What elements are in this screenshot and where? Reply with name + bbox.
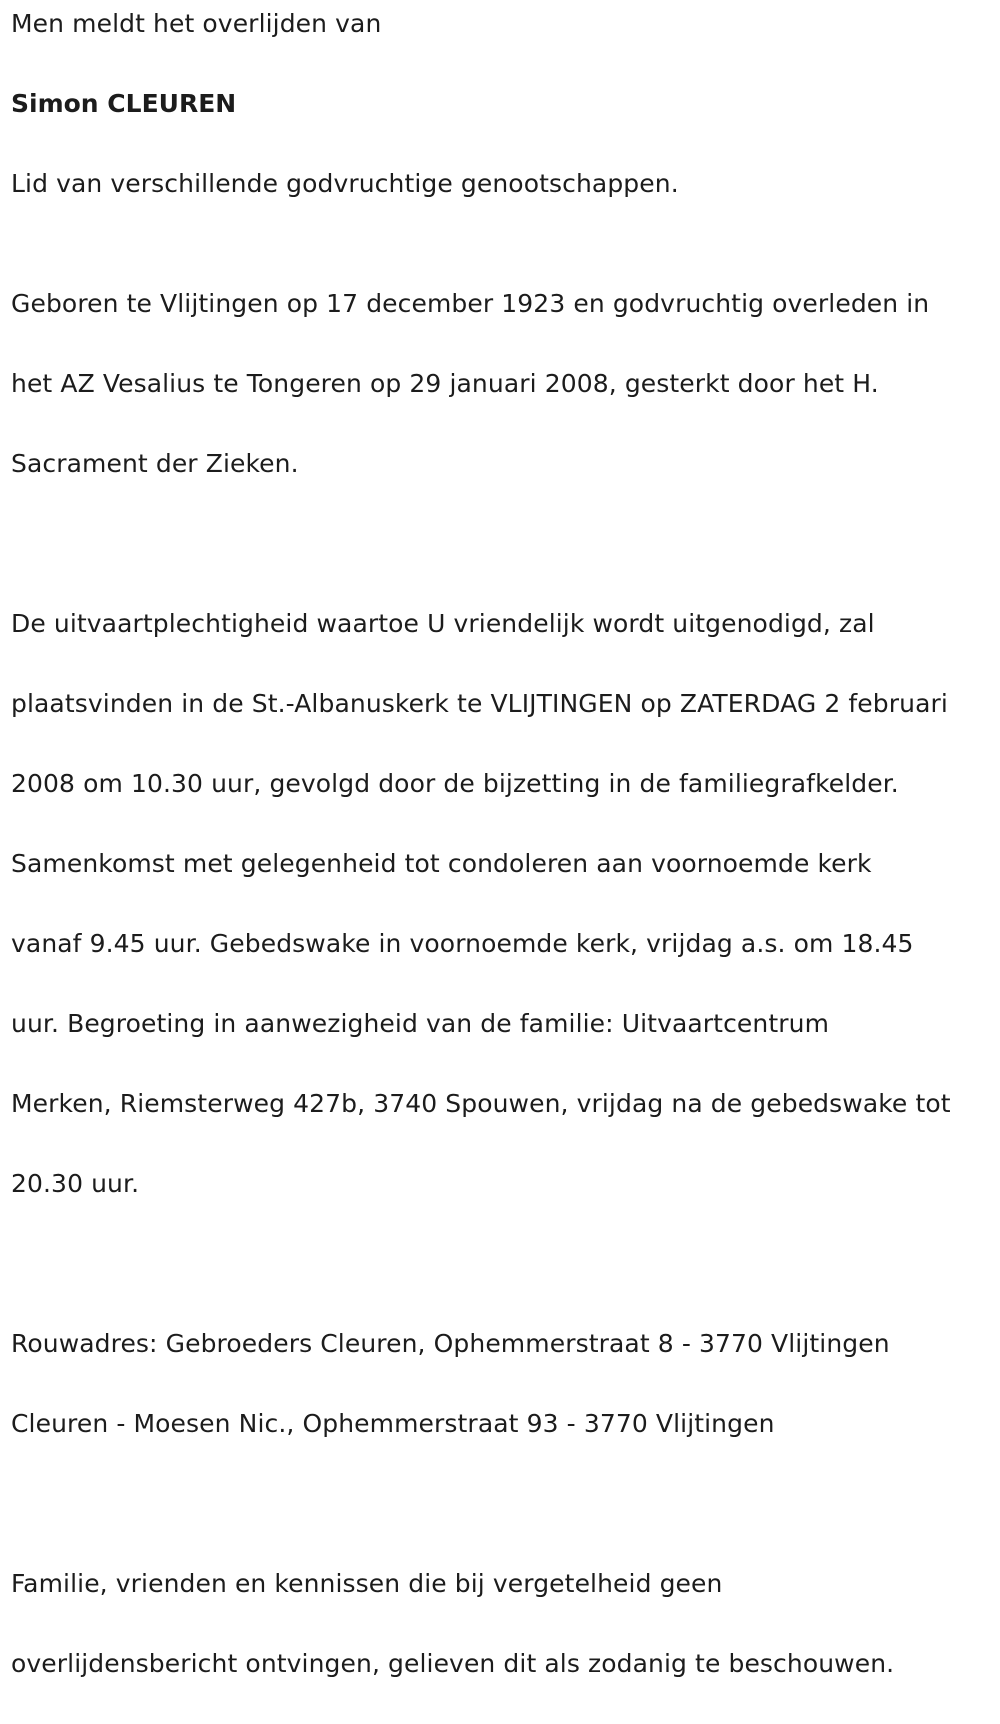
intro-text: Men meldt het overlijden van [11,9,382,38]
deceased-name: Simon CLEUREN [11,89,237,118]
closing-paragraph [11,1524,1000,1724]
birth-line: Sacrament der Zieken. [11,449,299,478]
membership-text: Lid van verschillende godvruchtige genootschappen. [11,169,679,198]
closing-line: overlijdensbericht ontvingen, gelieven dit als zodanig te beschouwen. [11,1649,895,1678]
birth-line: Geboren te Vlijtingen op 17 december 1923 en godvruchtig overleden in [11,289,930,318]
ceremony-paragraph [11,564,1000,1244]
address-line: Rouwadres: Gebroeders Cleuren, Ophemmerstraat 8 - 3770 Vlijtingen [11,1329,890,1358]
closing-line: Familie, vrienden en kennissen die bij vergetelheid geen [11,1569,723,1598]
birth-death-paragraph [11,244,1000,524]
ceremony-line: vanaf 9.45 uur. Gebedswake in voornoemde kerk, vrijdag a.s. om 18.45 [11,929,914,958]
ceremony-line: Samenkomst met gelegenheid tot condoleren aan voornoemde kerk [11,849,872,878]
birth-line: het AZ Vesalius te Tongeren op 29 januari 2008, gesterkt door het H. [11,369,879,398]
ceremony-line: 20.30 uur. [11,1169,140,1198]
address-paragraph [11,1284,1000,1484]
ceremony-line: 2008 om 10.30 uur, gevolgd door de bijzetting in de familiegrafkelder. [11,769,899,798]
ceremony-line: De uitvaartplechtigheid waartoe U vriendelijk wordt uitgenodigd, zal [11,609,875,638]
ceremony-line: uur. Begroeting in aanwezigheid van de familie: Uitvaartcentrum [11,1009,830,1038]
ceremony-line: plaatsvinden in de St.-Albanuskerk te VLIJTINGEN op ZATERDAG 2 februari [11,689,948,718]
address-line: Cleuren - Moesen Nic., Ophemmerstraat 93 - 3770 Vlijtingen [11,1409,775,1438]
ceremony-line: Merken, Riemsterweg 427b, 3740 Spouwen, vrijdag na de gebedswake tot [11,1089,951,1118]
